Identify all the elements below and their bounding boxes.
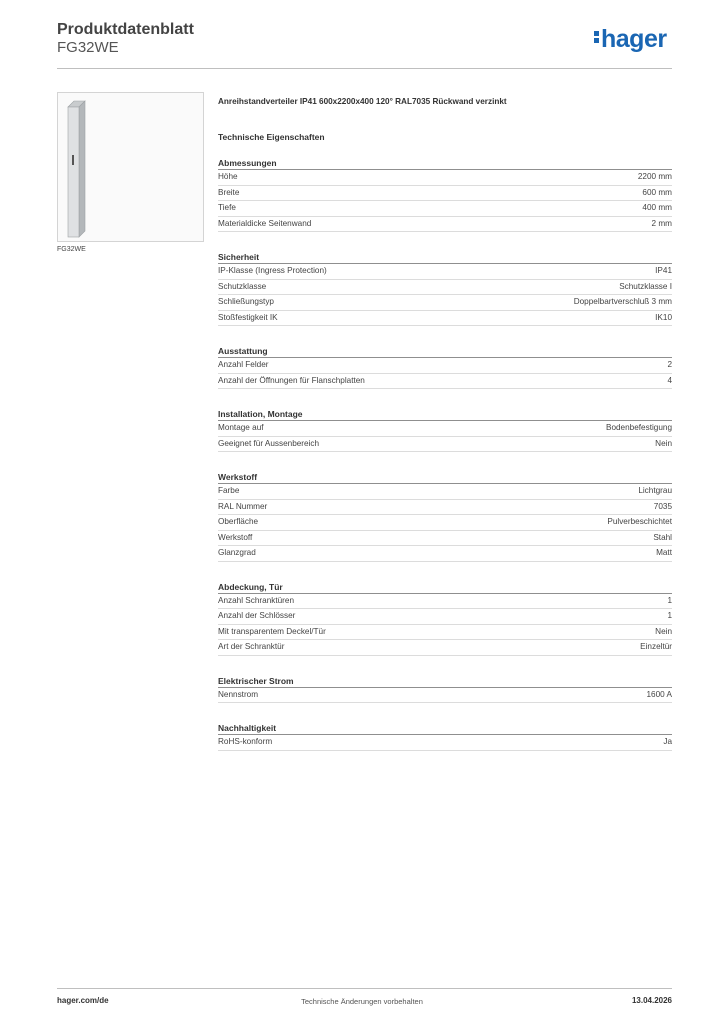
property-row [218,217,672,233]
property-row [218,735,672,751]
property-section [218,471,672,562]
product-code: FG32WE [57,39,119,56]
property-row [218,170,672,186]
property-sections [218,157,672,751]
property-value: Lichtgrau [638,486,672,495]
property-row [218,546,672,562]
property-value: 7035 [653,501,672,511]
footer-website: hager.com/de [57,996,109,1005]
property-label: Stoßfestigkeit IK [218,312,278,322]
property-row [218,484,672,500]
property-label: Glanzgrad [218,548,256,557]
property-label: Werkstoff [218,532,253,542]
property-label: Anzahl der Öffnungen für Flanschplatten [218,375,365,385]
technical-properties-title: Technische Eigenschaften [218,132,325,142]
section-title: Nachhaltigkeit [218,722,672,735]
product-description: Anreihstandverteiler IP41 600x2200x400 120° RAL7035 Rückwand verzinkt [218,97,507,106]
property-label: Geeignet für Aussenbereich [218,438,320,448]
property-value: Matt [656,548,672,557]
section-title: Elektrischer Strom [218,675,672,688]
section-title: Installation, Montage [218,408,672,421]
property-label: Nennstrom [218,689,259,699]
property-row [218,625,672,641]
property-section [218,408,672,452]
property-row [218,437,672,453]
property-value: Pulverbeschichtet [607,517,672,526]
property-label: RoHS-konform [218,737,273,746]
property-value: 4 [667,375,672,385]
property-value: Ja [663,737,672,746]
property-value: 2200 mm [637,172,672,181]
property-value: Schutzklasse I [619,281,672,291]
footer-date: 13.04.2026 [631,996,672,1005]
property-row [218,688,672,704]
property-label: Höhe [218,172,238,181]
property-row [218,374,672,390]
footer-divider [57,988,672,989]
property-label: Anzahl Schranktüren [218,595,295,605]
logo-text: hager [601,25,667,53]
property-row [218,609,672,625]
property-row [218,640,672,656]
property-value: Doppelbartverschluß 3 mm [573,297,672,306]
property-label: Schließungstyp [218,297,274,306]
section-title: Abmessungen [218,157,672,170]
property-section [218,722,672,751]
property-row [218,594,672,610]
section-title: Werkstoff [218,471,672,484]
property-value: 2 [667,360,672,369]
property-value: Einzeltür [640,642,672,651]
property-value: Stahl [653,532,672,542]
property-section [218,345,672,389]
property-row [218,531,672,547]
property-label: Schutzklasse [218,281,267,291]
property-row [218,186,672,202]
property-value: 1600 A [646,689,672,699]
section-title: Abdeckung, Tür [218,581,672,594]
property-label: Farbe [218,486,240,495]
property-label: Tiefe [218,203,236,212]
property-value: Bodenbefestigung [605,423,672,432]
image-caption: FG32WE [57,246,86,253]
property-label: Materialdicke Seitenwand [218,218,312,228]
property-label: IP-Klasse (Ingress Protection) [218,266,327,275]
property-section [218,675,672,704]
property-row [218,358,672,374]
property-row [218,515,672,531]
property-section [218,251,672,326]
property-section [218,157,672,232]
property-row [218,295,672,311]
property-label: Montage auf [218,423,264,432]
property-row [218,280,672,296]
hager-logo [594,27,667,52]
footer-notice: Technische Änderungen vorbehalten [301,997,423,1006]
property-value: IK10 [655,312,672,322]
property-value: 600 mm [642,187,672,197]
property-label: Anzahl Felder [218,360,269,369]
property-value: Nein [655,438,672,448]
property-label: RAL Nummer [218,501,268,511]
property-value: IP41 [655,266,672,275]
property-label: Art der Schranktür [218,642,285,651]
property-value: 2 mm [651,218,672,228]
property-row [218,264,672,280]
property-label: Mit transparentem Deckel/Tür [218,626,326,636]
property-value: 1 [667,611,672,620]
property-row [218,500,672,516]
property-value: Nein [655,626,672,636]
property-row [218,311,672,327]
property-section [218,581,672,656]
section-title: Sicherheit [218,251,672,264]
logo-dots-icon [594,29,599,45]
property-label: Breite [218,187,240,197]
product-image [57,92,204,242]
cabinet-illustration-icon [58,93,203,241]
property-label: Oberfläche [218,517,259,526]
product-details [218,90,672,751]
section-title: Ausstattung [218,345,672,358]
property-value: 400 mm [642,203,672,212]
property-row [218,421,672,437]
page-title: Produktdatenblatt [57,21,194,38]
property-value: 1 [667,595,672,605]
header-divider [57,68,672,69]
property-row [218,201,672,217]
property-label: Anzahl der Schlösser [218,611,296,620]
